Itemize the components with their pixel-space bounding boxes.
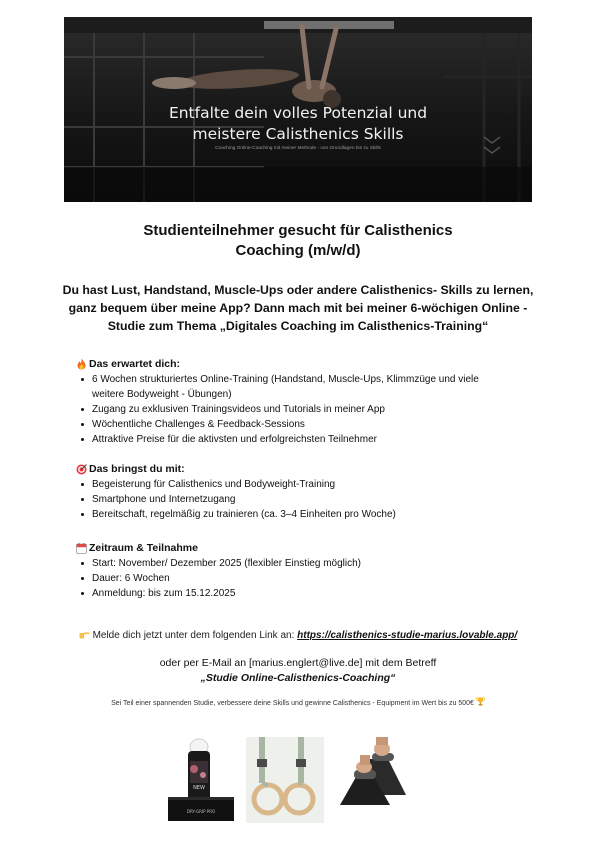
pointing-hand-icon [79,630,93,641]
item-list [75,556,545,601]
email-line: oder per E-Mail an [marius.englert@live.de] mit dem Betreff [159,657,437,669]
signup-line [0,630,596,641]
section-title [75,462,545,476]
signup-link[interactable]: https://calisthenics-studie-marius.lovable.app/ [297,630,518,641]
list-item: Zugang zu exklusiven Trainingsvideos und Tutorials in meiner App [75,402,545,417]
section-expectations [75,357,545,447]
bottle-label: NEW [193,785,205,791]
list-item: 6 Wochen strukturiertes Online-Training (Handstand, Muscle-Ups, Klimmzüge und viele weitere Bodyweight - Übungen) [75,372,507,402]
product-image-gym-rings [246,737,324,828]
section-requirements [75,462,545,522]
section-title-text: Zeitraum & Teilnahme [89,542,198,554]
list-item: Attraktive Preise für die aktivsten und erfolgreichsten Teilnehmer [75,432,545,447]
list-item: Smartphone und Internetzugang [75,492,545,507]
list-item: Bereitschaft, regelmäßig zu trainieren (ca. 3–4 Einheiten pro Woche) [75,507,545,522]
email-subject: „Studie Online-Calisthenics-Coaching“ [200,672,396,684]
hero-title-line1: Entfalte dein volles Potenzial und [168,104,428,122]
section-title [75,541,545,555]
item-list [75,372,545,447]
signup-text: Melde dich jetzt unter dem folgenden Link an: [92,630,295,641]
intro-line2: ganz bequem über meine App? Dann mach mit bei meiner 6-wöchigen Online - [68,301,528,315]
calendar-icon [75,542,87,554]
box-label: DRY-GRIP PRO [186,809,216,814]
section-title-text: Das bringst du mit: [89,463,185,475]
page-title [0,221,596,261]
intro-line3: Studie zum Thema „Digitales Coaching im Calisthenics-Training“ [107,319,489,333]
hero-title [64,103,532,145]
section-title-text: Das erwartet dich: [89,358,181,370]
intro-line1: Du hast Lust, Handstand, Muscle-Ups oder andere Calisthenics- Skills zu lernen, [62,283,534,297]
prize-note [0,697,596,707]
intro-paragraph [0,281,596,335]
hero-subtitle: Coaching Online-Coaching mit meiner Methode - von Grundlagen bis zu Skills [215,146,381,151]
list-item: Dauer: 6 Wochen [75,571,545,586]
hero-title-line2: meistere Calisthenics Skills [192,125,404,143]
page-title-line2: Coaching (m/w/d) [235,242,361,259]
section-timeframe [75,541,545,601]
list-item: Begeisterung für Calisthenics und Bodyweight-Training [75,477,545,492]
product-image-parallettes [336,737,410,828]
trophy-icon [476,700,485,707]
list-item: Wöchentliche Challenges & Feedback-Sessions [75,417,545,432]
target-icon [75,463,87,475]
hero-banner [64,17,532,202]
product-image-chalk [164,737,237,828]
list-item: Anmeldung: bis zum 15.12.2025 [75,586,545,601]
page-title-line1: Studienteilnehmer gesucht für Calisthenics [143,222,453,239]
prize-note-text: Sei Teil einer spannenden Studie, verbessere deine Skills und gewinne Calisthenics - Equipment im Wert bis zu 500€ [111,700,474,707]
fire-icon [75,358,87,370]
section-title [75,357,545,371]
list-item: Start: November/ Dezember 2025 (flexibler Einstieg möglich) [75,556,545,571]
item-list [75,477,545,522]
